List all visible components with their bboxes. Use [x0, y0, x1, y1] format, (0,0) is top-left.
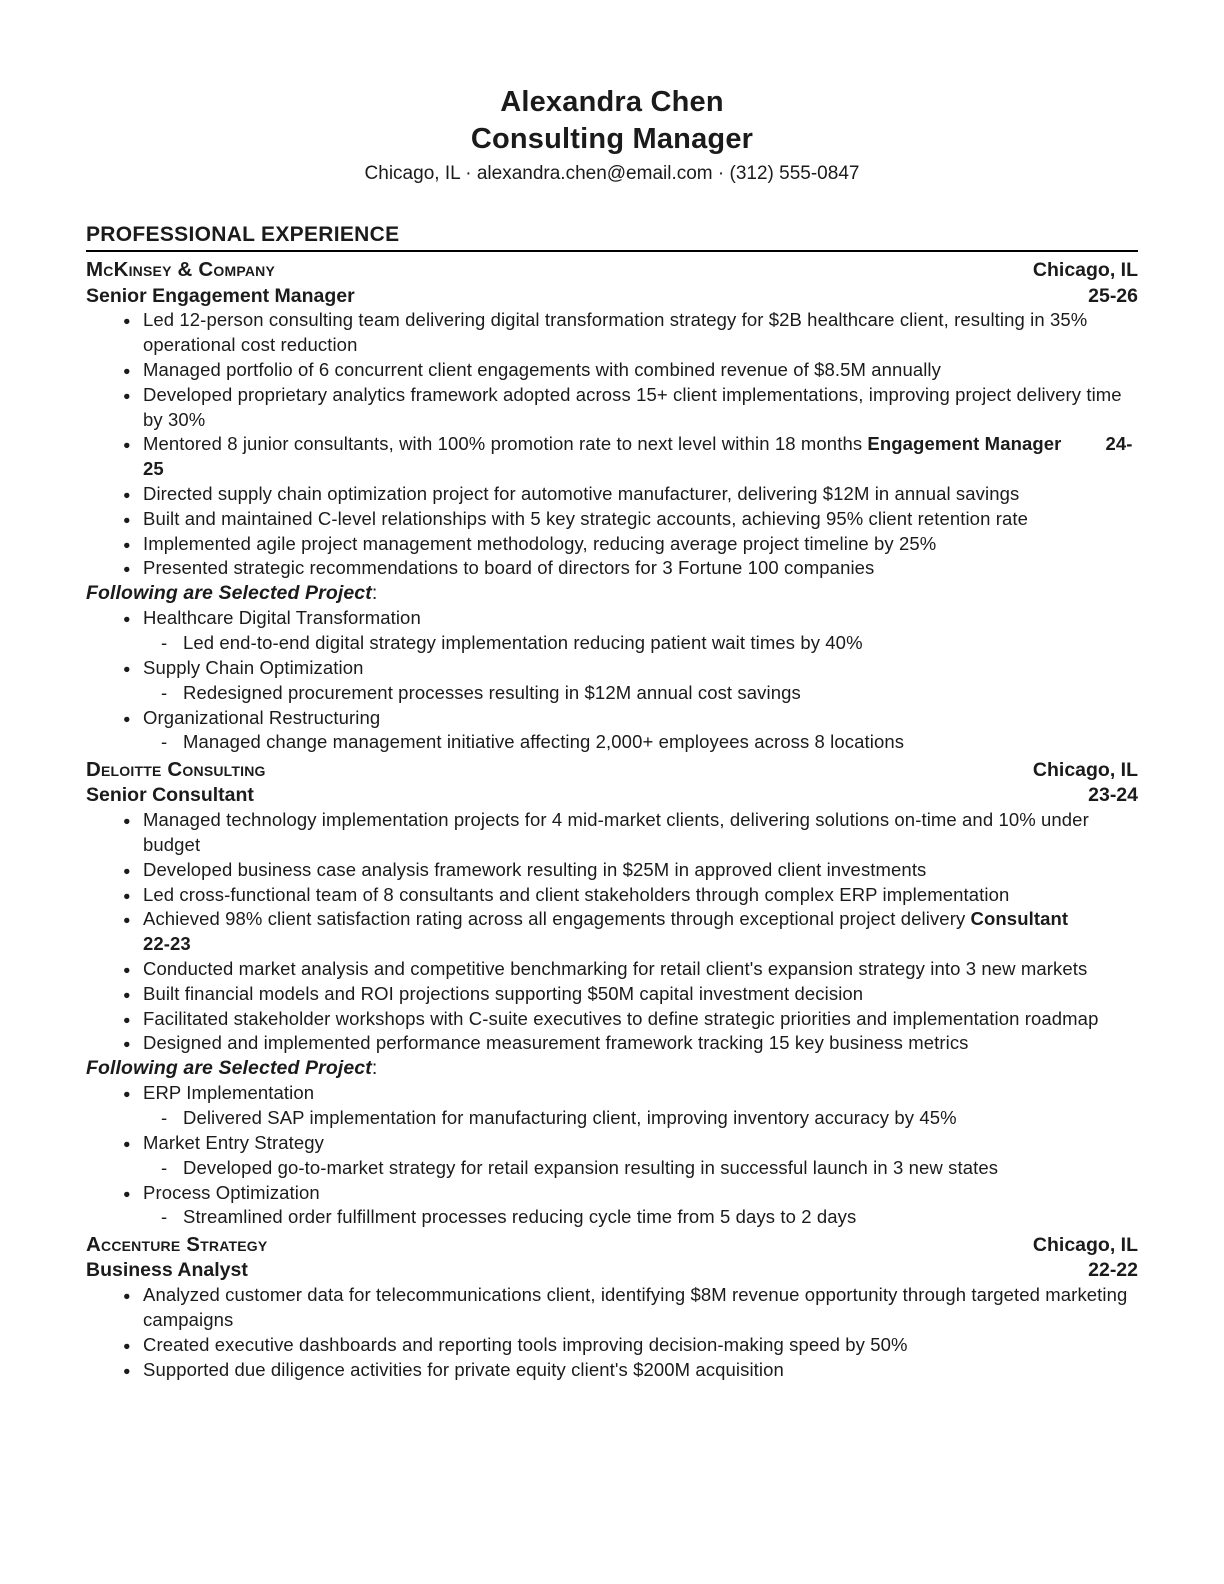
project-detail-list [143, 681, 1138, 706]
company-name: Accenture Strategy [86, 1233, 268, 1257]
bullet-item: ● Developed proprietary analytics framework adopted across 15+ client implementations, improving project delivery time by 30% [86, 383, 1138, 433]
company-location: Chicago, IL [1032, 259, 1138, 282]
role-title: Senior Consultant [86, 784, 254, 807]
bold-text-segment: Engagement Manager [867, 433, 1062, 455]
project-detail: - Streamlined order fulfillment processes reducing cycle time from 5 days to 2 days [143, 1205, 1138, 1230]
text-segment: Achieved 98% client satisfaction rating across all engagements through exceptional project delivery [143, 908, 971, 930]
contact-line: Chicago, IL · alexandra.chen@email.com · (312) 555-0847 [364, 162, 860, 184]
bullet-item: ● Presented strategic recommendations to board of directors for 3 Fortune 100 companies [86, 556, 1138, 581]
section-title: PROFESSIONAL EXPERIENCE [86, 223, 1138, 252]
bullet-item: ● Built financial models and ROI projections supporting $50M capital investment decision [86, 982, 1138, 1007]
company-row [86, 1232, 1138, 1258]
project-detail: - Redesigned procurement processes resulting in $12M annual cost savings [143, 681, 1138, 706]
person-name: Alexandra Chen [500, 86, 724, 118]
bullet-list [86, 1283, 1138, 1382]
bold-text-segment: 22-23 [143, 933, 191, 955]
project-detail-list [143, 1106, 1138, 1131]
projects-label-text: Following are Selected Project [86, 1057, 372, 1080]
project-list [86, 1081, 1138, 1230]
role-row [86, 1258, 1138, 1283]
bullet-item: ● Conducted market analysis and competitive benchmarking for retail client's expansion strategy into 3 new markets [86, 957, 1138, 982]
project-item [86, 1131, 1138, 1181]
person-title: Consulting Manager [470, 122, 754, 155]
bullet-item: ● Developed business case analysis framework resulting in $25M in approved client investments [86, 858, 1138, 883]
project-item [86, 1081, 1138, 1131]
project-item [86, 1181, 1138, 1231]
bold-text-segment: 24-25 [143, 433, 1133, 480]
project-detail: - Led end-to-end digital strategy implementation reducing patient wait times by 40% [143, 631, 1138, 656]
bullet-item: ● Supported due diligence activities for private equity client's $200M acquisition [86, 1358, 1138, 1383]
project-item [86, 706, 1138, 756]
projects-label-text: Following are Selected Project [86, 582, 372, 605]
job-entry [86, 757, 1138, 1230]
projects-label-colon: : [371, 582, 378, 605]
company-name: McKinsey & Company [86, 258, 276, 282]
bullet-item: ● Built and maintained C-level relationships with 5 key strategic accounts, achieving 95% client retention rate [86, 507, 1138, 532]
bullet-item [86, 432, 1138, 482]
project-name: Healthcare Digital Transformation [143, 607, 421, 629]
project-name: Supply Chain Optimization [143, 656, 364, 678]
bullet-item: ● Created executive dashboards and reporting tools improving decision-making speed by 50% [86, 1333, 1138, 1358]
role-row [86, 284, 1138, 309]
project-detail-list [143, 1205, 1138, 1230]
project-detail: - Managed change management initiative affecting 2,000+ employees across 8 locations [143, 730, 1138, 755]
project-name: Market Entry Strategy [143, 1132, 324, 1154]
role-dates: 23-24 [1088, 784, 1138, 807]
bullet-item: ● Designed and implemented performance measurement framework tracking 15 key business metrics [86, 1031, 1138, 1056]
role-title: Business Analyst [86, 1259, 248, 1282]
project-item [86, 656, 1138, 706]
projects-label [86, 1056, 1138, 1081]
bullet-item: ● Facilitated stakeholder workshops with C-suite executives to define strategic priorities and implementation roadmap [86, 1007, 1138, 1032]
project-detail-list [143, 631, 1138, 656]
project-name: ERP Implementation [143, 1082, 315, 1104]
experience-section [86, 223, 1138, 1382]
company-name: Deloitte Consulting [86, 758, 266, 782]
jobs-container [86, 257, 1138, 1382]
role-title: Senior Engagement Manager [86, 284, 355, 307]
resume-header [86, 84, 1138, 186]
project-name: Organizational Restructuring [143, 706, 381, 728]
project-item [86, 606, 1138, 656]
bullet-item: ● Analyzed customer data for telecommunications client, identifying $8M revenue opportunity through targeted marketing campaigns [86, 1283, 1138, 1333]
bold-text-segment: Consultant [970, 908, 1069, 930]
projects-label-colon: : [371, 1057, 378, 1080]
role-row [86, 783, 1138, 808]
project-detail-list [143, 730, 1138, 755]
job-entry [86, 257, 1138, 755]
project-detail-list [143, 1156, 1138, 1181]
project-detail: - Delivered SAP implementation for manufacturing client, improving inventory accuracy by 45% [143, 1106, 1138, 1131]
bullet-item [86, 907, 1138, 957]
bullet-list [86, 808, 1138, 1056]
bullet-list [86, 308, 1138, 581]
text-segment: Mentored 8 junior consultants, with 100% promotion rate to next level within 18 months [143, 433, 868, 455]
project-detail: - Developed go-to-market strategy for retail expansion resulting in successful launch in 3 new states [143, 1156, 1138, 1181]
projects-label [86, 581, 1138, 606]
company-location: Chicago, IL [1032, 759, 1138, 782]
project-list [86, 606, 1138, 755]
company-location: Chicago, IL [1032, 1234, 1138, 1257]
bullet-item: ● Managed technology implementation projects for 4 mid-market clients, delivering solutions on-time and 10% under budget [86, 808, 1138, 858]
project-name: Process Optimization [143, 1181, 320, 1203]
role-dates: 22-22 [1088, 1259, 1138, 1282]
job-entry [86, 1232, 1138, 1382]
bullet-item: ● Implemented agile project management methodology, reducing average project timeline by 25% [86, 532, 1138, 557]
bullet-item: ● Directed supply chain optimization project for automotive manufacturer, delivering $12M in annual savings [86, 482, 1138, 507]
role-dates: 25-26 [1088, 284, 1138, 307]
company-row [86, 757, 1138, 783]
company-row [86, 257, 1138, 283]
bullet-item: ● Led cross-functional team of 8 consultants and client stakeholders through complex ERP implementation [86, 883, 1138, 908]
bullet-item: ● Led 12-person consulting team delivering digital transformation strategy for $2B healthcare client, resulting in 35% operational cost reduction [86, 308, 1138, 358]
bullet-item: ● Managed portfolio of 6 concurrent client engagements with combined revenue of $8.5M annually [86, 358, 1138, 383]
